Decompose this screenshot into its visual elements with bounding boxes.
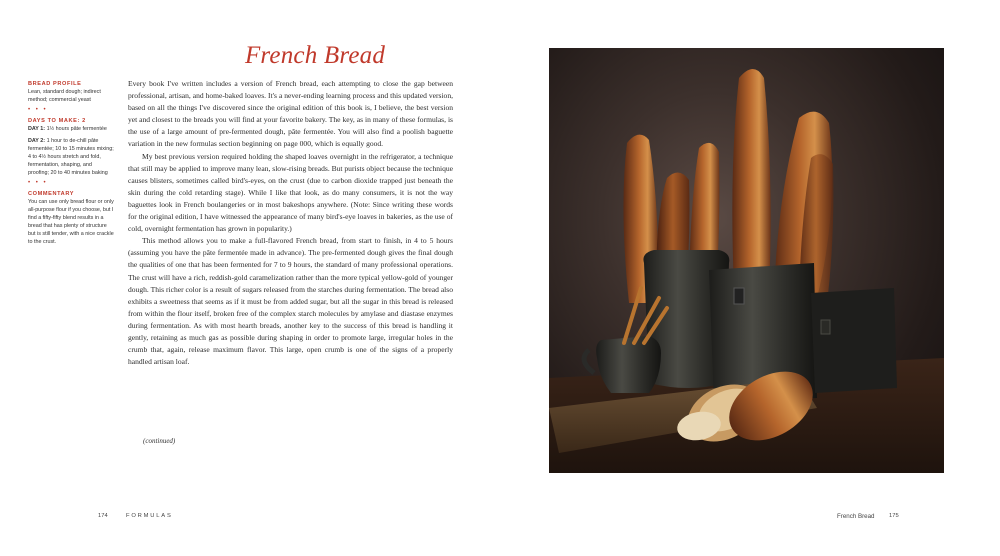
bread-profile-text: Lean, standard dough; indirect method; commercial yeast (28, 89, 101, 103)
body-text (128, 78, 453, 368)
day1-detail: 1½ hours pâte fermentée (45, 126, 107, 132)
page-title: French Bread (244, 42, 386, 69)
section-divider-dots: • • • (28, 107, 48, 113)
commentary-section (28, 190, 114, 246)
days-section (28, 117, 114, 187)
metal-jug (596, 336, 661, 393)
sidebar-notes (28, 80, 114, 246)
bread-photo (549, 48, 944, 473)
paragraph-1: Every book I've written includes a version of French bread, each attempting to close the gap between professional, artisan, and home-baked loaves. It's a never-ending learning process and this updated version, based on all the things I've discovered since the original edition of this book is, I believe, the best version yet and closest to the breads you will find at your favorite bakery. The key, as in many of these formulas, is the use of a large amount of pre-fermented dough, pâte fermentée. You will also find a poolish baguette variation in the new formulas section beginning on page 000, which is equally good. (128, 79, 453, 149)
paragraph-2: My best previous version required holding the shaped loaves overnight in the refrigerator, a technique that still may be applied to improve many lean, slow-rising breads. But purists object because the technique causes blisters, sometimes called bird's-eyes, on the crust (due to carbon dioxide trapped just beneath the skin during the cold retarding stage). While I like that look, as do many consumers, it is not the way baguettes look in French boulangeries or in most bakeshops anywhere. (Note: Since writing these words for the original edition, I have witnessed the appearance of many bird's-eye loaves in bakeries, as the use of cold, overnight fermentation has grown in popularity.) (128, 151, 453, 234)
days-heading: DAYS TO MAKE: 2 (28, 118, 86, 124)
day2-label: DAY 2: (28, 138, 46, 144)
bread-profile-heading: BREAD PROFILE (28, 81, 82, 87)
folio-left: 174 (98, 513, 108, 519)
running-head: French Bread (837, 513, 875, 520)
day2-text (28, 137, 114, 177)
day1-text (28, 125, 114, 133)
folio-right: 175 (889, 513, 899, 519)
section-divider-dots: • • • (28, 180, 48, 186)
commentary-heading: COMMENTARY (28, 191, 75, 197)
bread-profile-section (28, 80, 114, 114)
day2-detail: 1 hour to de-chill pâte fermentée; 10 to 15 minutes mixing; 4 to 4½ hours stretch and fold, fermentation, shaping, and proofing; 20 to 40 minutes baking (28, 138, 114, 176)
day1-label: DAY 1: (28, 126, 46, 132)
bread-illustration (549, 48, 944, 473)
commentary-text: You can use only bread flour or only all-purpose flour if you choose, but I find a fifty-fifty blend results in a bread that has plenty of structure but is still tender, with a nice crackle to the crust. (28, 199, 114, 245)
continued-note: (continued) (143, 437, 176, 445)
metal-box-right (811, 288, 897, 393)
section-name: FORMULAS (126, 513, 173, 519)
paragraph-3: This method allows you to make a full-flavored French bread, from start to finish, in 4 to 5 hours (assuming you have the pâte fermentée made in advance). The pre-fermented dough gives the final dough the qualities of one that has been fermented for 7 to 9 hours, the standard of many professional operations. The crust will have a rich, reddish-gold caramelization rather than the more typical yellow-gold of younger dough. This richer color is a result of sugars released from the starches during fermentation. The bread also exhibits a sweetness that seems as if it must be from added sugar, but all the sugar in this bread is released from within the flour itself, broken free of the complex starch molecules by amylase and diastase enzymes during fermentation. As with most hearth breads, another key to the success of this bread is handling it gently, retaining as much gas as possible during shaping in order to promote large, irregular holes in the crumb that, again, release maximum flavor. This large, open crumb is one of the signs of a properly handled artisan loaf. (128, 236, 453, 367)
